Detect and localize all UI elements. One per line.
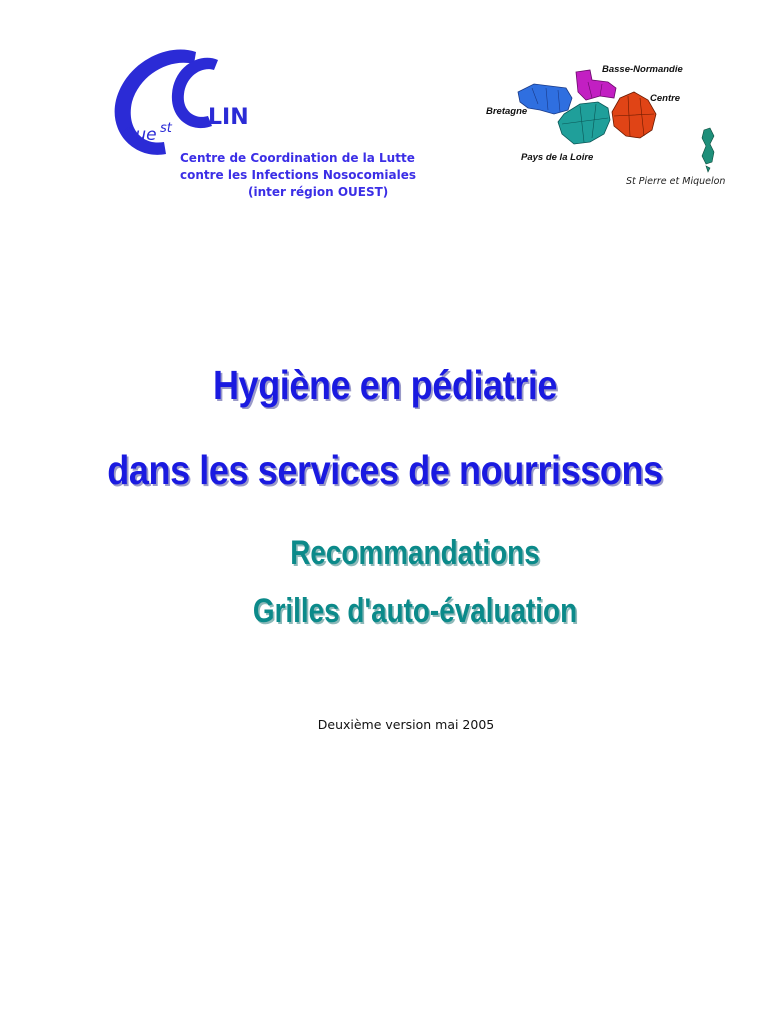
organization-name [180,150,440,201]
org-line-3: (inter région OUEST) [248,185,389,199]
ouest-cclin-logo [108,42,268,164]
label-centre: Centre [650,93,681,104]
subtitle-recommandations: Recommandations [290,534,540,572]
label-st-pierre-et-miquelon: St Pierre et Miquelon [626,176,726,187]
label-basse-normandie: Basse-Normandie [602,64,683,75]
document-title-line-1: Hygiène en pédiatrie [212,362,558,408]
label-pays-de-la-loire: Pays de la Loire [521,152,594,163]
subtitle-grilles: Grilles d'auto-évaluation [252,592,578,630]
label-bretagne: Bretagne [486,106,528,117]
region-st-pierre-et-miquelon [702,128,714,164]
org-line-2: contre les Infections Nosocomiales [180,168,417,182]
svg-text:LIN: LIN [208,105,249,130]
version-note: Deuxième version mai 2005 [317,717,495,732]
svg-text:Oue: Oue [122,125,157,145]
org-line-1: Centre de Coordination de la Lutte [180,151,415,165]
svg-text:st: st [160,121,172,136]
document-title-line-2: dans les services de nourrissons [107,447,663,493]
